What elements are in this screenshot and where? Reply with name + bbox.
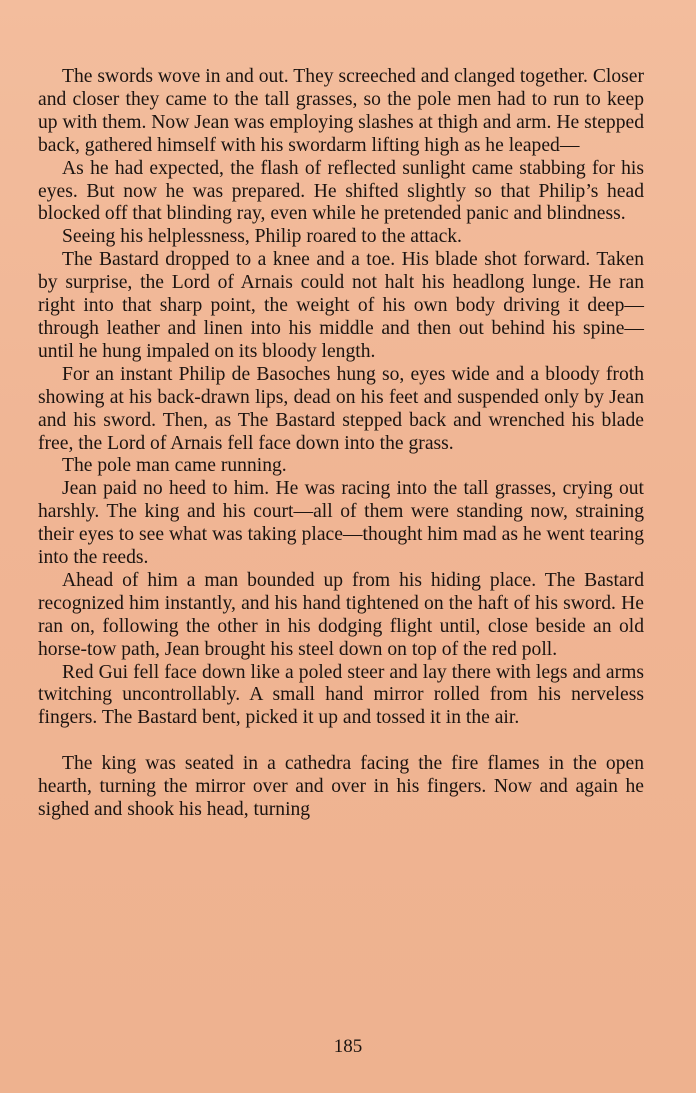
paragraph-1: The swords wove in and out. They screeched and clanged together. Closer and closer they came to the tall grasses, so the pole men had to run to keep up with them. Now Jean was employing slashes at thigh and arm. He stepped back, gathered himself with his swordarm lifting high as he leaped— [38, 66, 644, 156]
section-break [38, 730, 644, 753]
paragraph-10: The king was seated in a cathedra facing the fire flames in the open hearth, turning the mirror over and over in his fingers. Now and again he sighed and shook his head, turning [38, 753, 644, 821]
paragraph-6: The pole man came running. [62, 455, 287, 477]
paragraph-7: Jean paid no heed to him. He was racing into the tall grasses, crying out harshly. The king and his court—all of them were standing now, straining their eyes to see what was taking place—thought him mad as he went tearing into the reeds. [38, 478, 644, 569]
body-text [38, 66, 644, 822]
paragraph-8: Ahead of him a man bounded up from his hiding place. The Bastard recognized him instantly, and his hand tightened on the haft of his sword. He ran on, following the other in his dodging flight until, close beside an old horse-tow path, Jean brought his steel down on top of the red poll. [38, 569, 644, 660]
paragraph-2: As he had expected, the flash of reflected sunlight came stabbing for his eyes. But now he was prepared. He shifted slightly so that Philip’s head blocked off that blinding ray, even while he pretended panic and blindness. [38, 157, 644, 225]
paragraph-5: For an instant Philip de Basoches hung so, eyes wide and a bloody froth showing at his back-drawn lips, dead on his feet and suspended only by Jean and his sword. Then, as The Bastard stepped back and wrenched his blade free, the Lord of Arnais fell face down into the grass. [38, 363, 644, 454]
page-number: 185 [333, 1036, 363, 1057]
paragraph-9: Red Gui fell face down like a poled steer and lay there with legs and arms twitching uncontrollably. A small hand mirror rolled from his nerveless fingers. The Bastard bent, picked it up and tossed it in the air. [38, 661, 644, 729]
paragraph-4: The Bastard dropped to a knee and a toe. His blade shot forward. Taken by surprise, the Lord of Arnais could not halt his headlong lunge. He ran right into that sharp point, the weight of his own body driving it deep—through leather and linen into his middle and then out behind his spine—until he hung impaled on its bloody length. [38, 249, 644, 362]
paragraph-3: Seeing his helplessness, Philip roared to the attack. [62, 226, 462, 248]
